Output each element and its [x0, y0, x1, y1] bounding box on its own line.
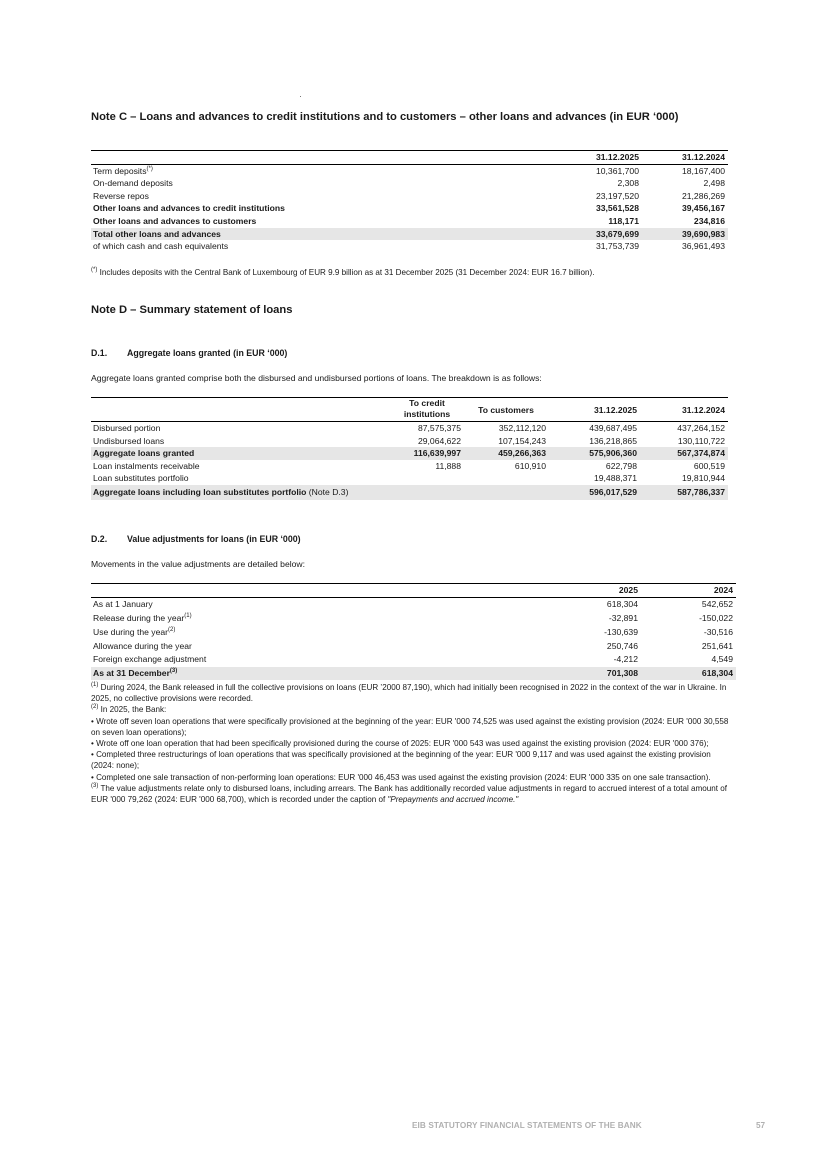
cell-2025: 596,017,529	[549, 485, 640, 500]
row-label: Release during the year	[93, 612, 185, 623]
footnote-text: The value adjustments relate only to disbursed loans, including arrears. The Bank has additionally recorded value adjustments in regard to accrued interest of a total amount of EUR '000 79,262 (2024: EUR '000 68,700), which is recorded under the caption of	[91, 783, 728, 805]
total-row	[91, 447, 728, 460]
section-d1-intro: Aggregate loans granted comprise both the disbursed and undisbursed portions of loans. The breakdown is as follows:	[91, 373, 542, 383]
cell-2025: 118,171	[608, 215, 639, 226]
cell-2024: 36,961,493	[681, 241, 725, 252]
cell-2024: 251,641	[701, 640, 733, 651]
header-blank	[91, 151, 554, 165]
total-row	[91, 228, 728, 241]
table-row	[91, 597, 736, 611]
cell-credit-institutions: 29,064,622	[417, 435, 461, 446]
total-row	[91, 485, 728, 500]
cell-2025: 10,361,700	[595, 165, 639, 176]
row-label: Aggregate loans granted	[91, 447, 391, 460]
page-number: 57	[756, 1121, 766, 1130]
cell-2024: 2,498	[703, 178, 725, 189]
section-title: Value adjustments for loans (in EUR ‘000)	[127, 534, 301, 544]
table-row	[91, 202, 728, 215]
cell-credit-institutions	[391, 472, 464, 485]
cell-2024: 19,810,944	[681, 473, 725, 484]
footnote-marker: (3)	[91, 782, 99, 789]
row-label: Total other loans and advances	[91, 228, 554, 241]
cell-2025: 33,561,528	[595, 203, 639, 214]
cell-customers: 459,266,363	[464, 447, 549, 460]
cell-2025: 575,906,360	[549, 447, 640, 460]
column-header: 31.12.2024	[640, 398, 728, 422]
cell-customers	[464, 472, 549, 485]
cell-credit-institutions: 116,639,997	[391, 447, 464, 460]
footnote-bullet: • Wrote off seven loan operations that were specifically provisioned at the beginning of the year: EUR '000 74,525 was used against the existing provision (2024: EUR '000 30,558 on seven loan operations);	[91, 716, 729, 737]
table-row	[91, 177, 728, 190]
cell-2024: 4,549	[711, 654, 733, 665]
footnote-text: Includes deposits with the Central Bank of Luxembourg of EUR 9.9 billion as at 31 December 2025 (31 December 2024: EUR 16.7 billion).	[97, 268, 595, 277]
row-label: Reverse repos	[93, 190, 149, 201]
footnote-3	[91, 783, 734, 805]
header-blank	[91, 584, 561, 598]
column-header: 31.12.2024	[642, 151, 728, 165]
table-row	[91, 435, 728, 448]
table-header	[91, 584, 736, 598]
table-row	[91, 460, 728, 473]
cell-2024: -150,022	[699, 612, 733, 623]
row-label: Other loans and advances to customers	[93, 215, 257, 226]
row-label: On-demand deposits	[93, 178, 173, 189]
cell-2024: 21,286,269	[681, 190, 725, 201]
cell-credit-institutions: 11,888	[435, 460, 461, 471]
row-label: As at 1 January	[93, 599, 153, 610]
cell-2024: 130,110,722	[677, 435, 725, 446]
section-d2-intro: Movements in the value adjustments are detailed below:	[91, 559, 306, 569]
total-row	[91, 667, 736, 680]
footnote-marker: (3)	[169, 667, 178, 674]
cell-2024: 587,786,337	[640, 485, 728, 500]
column-header: To customers	[464, 398, 549, 422]
cell-2024: 18,167,400	[681, 165, 725, 176]
column-header: 2024	[641, 584, 736, 598]
cell-2025: 19,488,371	[593, 473, 637, 484]
cell-2025: -4,212	[613, 654, 638, 665]
section-d1-heading	[91, 348, 287, 358]
footnote-marker: (2)	[91, 704, 99, 711]
table-row	[91, 625, 736, 639]
cell-2025: -32,891	[608, 612, 638, 623]
cell-customers: 107,154,243	[498, 435, 546, 446]
section-title: Aggregate loans granted (in EUR ‘000)	[127, 348, 288, 358]
cell-2025: 439,687,495	[589, 423, 637, 433]
page-footer-title: EIB STATUTORY FINANCIAL STATEMENTS OF THE BANK	[412, 1121, 642, 1130]
footnote-bullet: • Completed three restructurings of loan operations that was specifically provisioned at the beginning of the year: EUR '000 9,117 and was used against the existing provision (2024: none);	[91, 750, 711, 771]
cell-customers: 610,910	[514, 460, 546, 471]
note-c-title: Note C – Loans and advances to credit institutions and to customers – other loans and advances (in EUR ‘000)	[91, 111, 679, 123]
cell-2025: 250,746	[606, 640, 638, 651]
table-row	[91, 653, 736, 667]
row-label: of which cash and cash equivalents	[93, 241, 229, 252]
footnote-marker: (1)	[91, 682, 99, 688]
cell-2025: 2,308	[617, 178, 639, 189]
d1-table	[91, 397, 728, 500]
row-label: Loan substitutes portfolio	[93, 473, 189, 484]
column-header: To credit institutions	[391, 398, 464, 422]
cell-2024: 618,304	[641, 667, 736, 680]
cell-2024: -30,516	[703, 626, 733, 637]
table-row	[91, 190, 728, 203]
column-header: 31.12.2025	[554, 151, 642, 165]
footnote-bullet: • Completed one sale transaction of non-performing loan operations: EUR '000 46,453 was used against the existing provision (2024: EUR '000 335 on one sale transaction).	[91, 772, 711, 782]
cell-2024: 600,519	[693, 460, 725, 471]
footnote-text: In 2025, the Bank:	[98, 705, 167, 715]
cell-2024: 234,816	[693, 215, 725, 226]
row-label: Allowance during the year	[93, 640, 192, 651]
table-row	[91, 472, 728, 485]
row-label: Term deposits	[93, 165, 147, 176]
cell-2024: 437,264,152	[677, 423, 725, 433]
column-header: 31.12.2025	[549, 398, 640, 422]
row-label: Loan instalments receivable	[93, 460, 200, 471]
footnote-1	[91, 682, 734, 704]
row-label-suffix: (Note D.3)	[306, 486, 349, 497]
header-blank	[91, 398, 391, 422]
footnote-marker: (*)	[91, 267, 98, 273]
row-label: Aggregate loans including loan substitutes portfolio	[93, 486, 307, 497]
row-label: As at 31 December	[93, 667, 170, 678]
section-number: D.1.	[91, 348, 108, 358]
table-row	[91, 215, 728, 228]
cell-2024: 567,374,874	[640, 447, 728, 460]
footnote-marker: (1)	[184, 612, 192, 619]
note-d-title: Note D – Summary statement of loans	[91, 304, 293, 316]
section-number: D.2.	[91, 534, 108, 544]
footnote-marker: (*)	[146, 165, 153, 172]
row-label: Use during the year	[93, 626, 168, 637]
cell-2025: -130,639	[604, 626, 638, 637]
table-row	[91, 422, 728, 435]
row-label: Undisbursed loans	[93, 435, 165, 446]
cell-2025: 701,308	[561, 667, 641, 680]
cell-customers: 352,112,120	[498, 423, 546, 433]
cell-2024: 39,456,167	[681, 203, 725, 214]
footnote-caption: "Prepayments and accrued income."	[387, 795, 519, 805]
note-c-table	[91, 150, 728, 253]
cell-2025: 31,753,739	[595, 241, 639, 252]
note-c-footnote	[91, 267, 734, 278]
cell-2024: 39,690,983	[642, 228, 728, 241]
table-header	[91, 151, 728, 165]
footnote-bullet: • Wrote off one loan operation that had been specifically provisioned during the course of 2025: EUR '000 543 was used against the existing provision (2024: EUR '000 376);	[91, 739, 709, 749]
row-label: Other loans and advances to credit institutions	[93, 203, 285, 214]
footnote-text: During 2024, the Bank released in full the collective provisions on loans (EUR ’2000 87,190), which had initially been recognised in 2022 in the context of the war in Ukraine. In 2025, no collective provisions were recorded.	[91, 683, 727, 704]
d2-table	[91, 583, 736, 680]
cell-2024: 542,652	[701, 599, 733, 610]
column-header: 2025	[561, 584, 641, 598]
row-label: Disbursed portion	[93, 423, 161, 433]
table-row	[91, 164, 728, 177]
cell-2025: 622,798	[605, 460, 637, 471]
stray-dot	[300, 96, 301, 97]
cell-2025: 33,679,699	[554, 228, 642, 241]
row-label: Foreign exchange adjustment	[93, 654, 207, 665]
d2-footnotes	[91, 682, 734, 805]
cell-2025: 618,304	[606, 599, 638, 610]
footnote-2	[91, 704, 734, 715]
table-row	[91, 639, 736, 653]
footnote-marker: (2)	[168, 626, 176, 633]
table-row	[91, 611, 736, 625]
cell-credit-institutions: 87,575,375	[417, 423, 461, 433]
cell-2025: 23,197,520	[595, 190, 639, 201]
table-row	[91, 240, 728, 253]
section-d2-heading	[91, 534, 301, 544]
cell-2025: 136,218,865	[589, 435, 637, 446]
table-header	[91, 398, 728, 422]
